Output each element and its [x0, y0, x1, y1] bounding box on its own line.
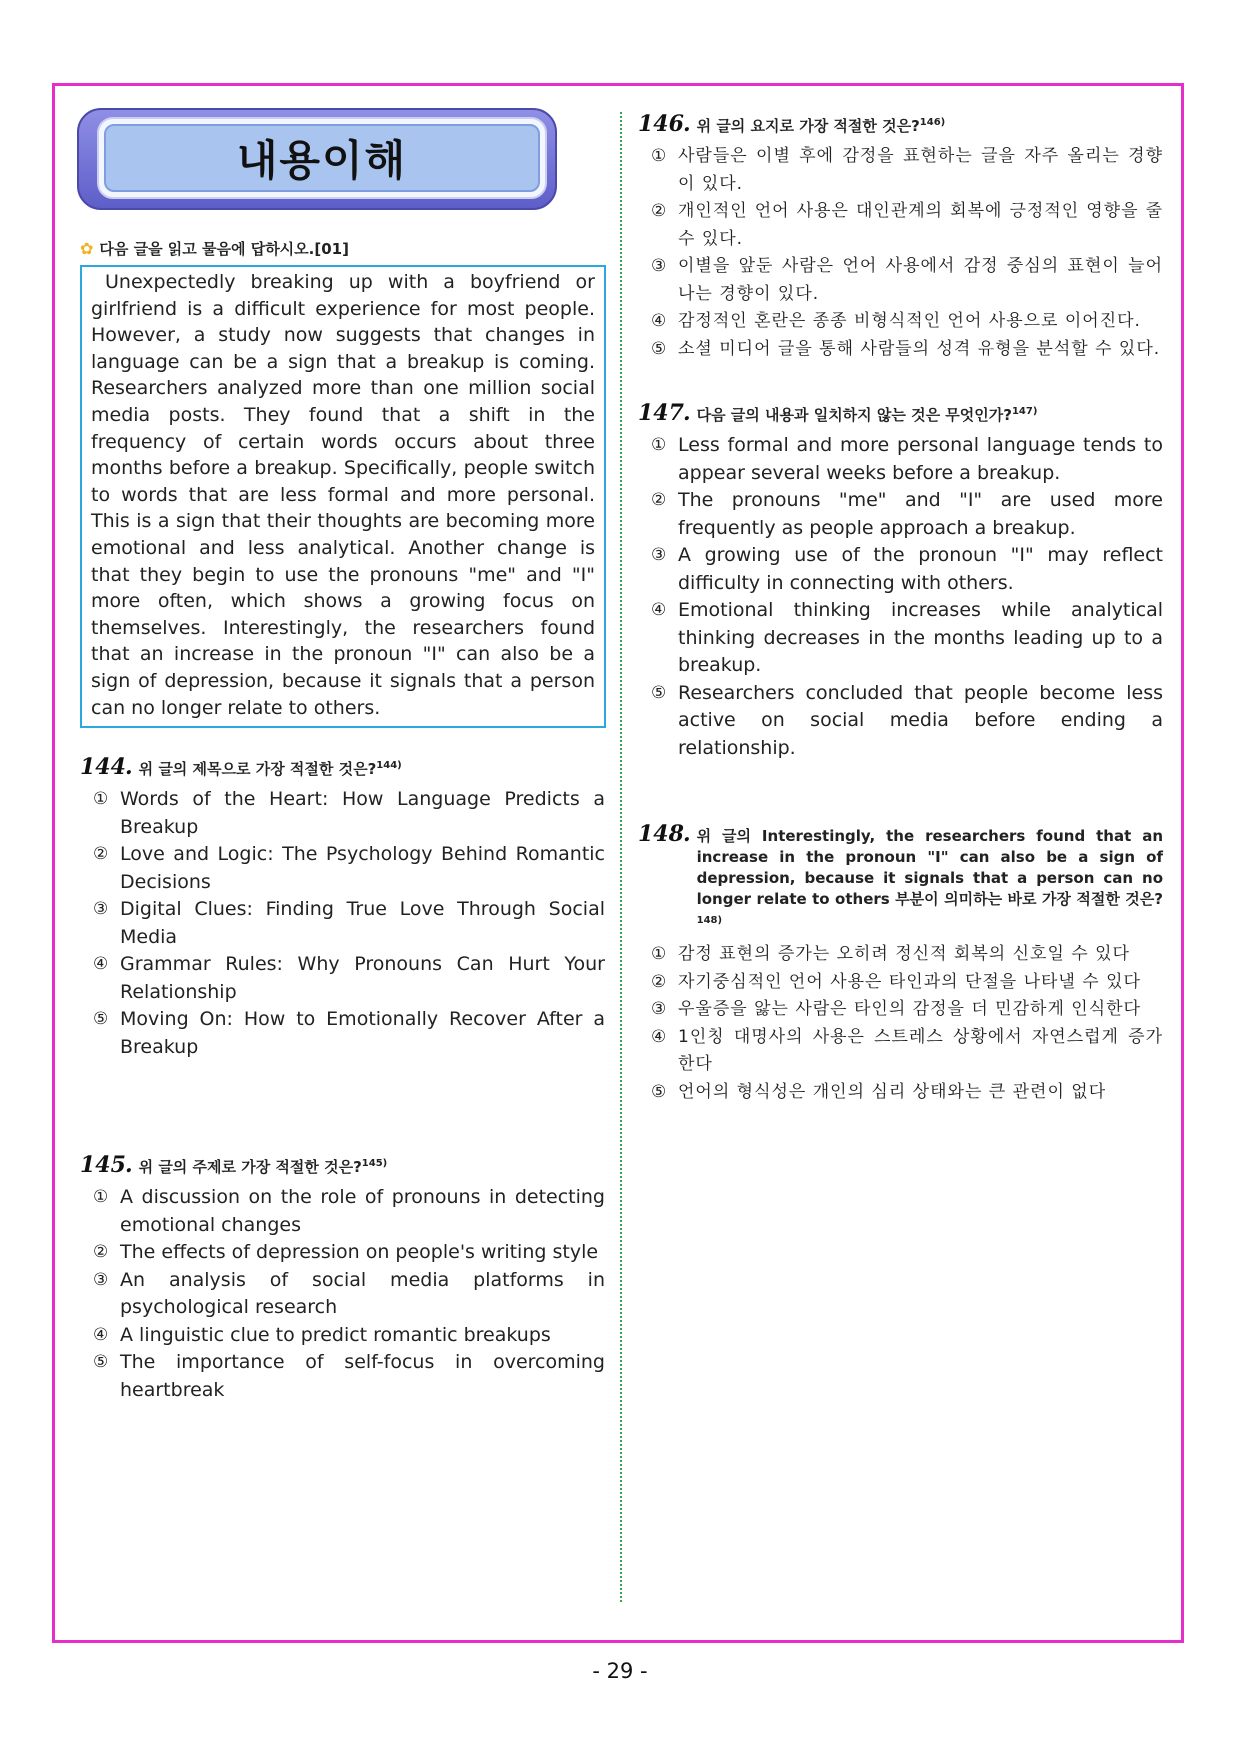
- section-title: 내용이해: [104, 124, 540, 192]
- footnote-ref: 144): [376, 760, 402, 772]
- answer-options: [638, 432, 1163, 762]
- answer-option[interactable]: ④ A linguistic clue to predict romantic breakups: [93, 1323, 551, 1346]
- answer-option[interactable]: ① 사람들은 이별 후에 감정을 표현하는 글을 자주 올리는 경향이 있다.: [651, 146, 1163, 194]
- footnote-ref: 147): [1011, 406, 1038, 417]
- answer-option[interactable]: ⑤ 소셜 미디어 글을 통해 사람들의 성격 유형을 분석할 수 있다.: [651, 338, 1161, 359]
- question-148: [638, 821, 1163, 1106]
- answer-option[interactable]: ① A discussion on the role of pronouns in detecting emotional changes: [93, 1186, 605, 1236]
- answer-option[interactable]: ③ An analysis of social media platforms in psychological research: [93, 1268, 605, 1319]
- answer-options: [638, 143, 1163, 363]
- right-column: [638, 112, 1163, 1106]
- question-prompt: 위 글의 제목으로 가장 적절한 것은?: [138, 760, 377, 779]
- answer-option[interactable]: ② 자기중심적인 언어 사용은 타인과의 단절을 나타낼 수 있다: [651, 971, 1141, 992]
- answer-option[interactable]: ⑤ 언어의 형식성은 개인의 심리 상태와는 큰 관련이 없다: [651, 1081, 1107, 1102]
- question-prompt: 위 글의 주제로 가장 적절한 것은?: [138, 1158, 362, 1177]
- question-number: 145.: [80, 1152, 133, 1179]
- question-number: 148.: [638, 821, 691, 847]
- answer-option[interactable]: ③ 우울증을 앓는 사람은 타인의 감정을 더 민감하게 인식한다: [651, 999, 1141, 1019]
- answer-option[interactable]: ⑤ Moving On: How to Emotionally Recover After a Breakup: [93, 1008, 605, 1058]
- answer-options: [638, 941, 1163, 1106]
- instruction: [80, 238, 605, 259]
- answer-option[interactable]: ① 감정 표현의 증가는 오히려 정신적 회복의 신호일 수 있다: [651, 944, 1130, 964]
- question-prompt: 위 글의 Interestingly, the researchers found that an increase in the pronoun "I" can also be a sign of depression, because it signals that a person can no longer relate to others 부분이 의미하는 바로 가장 적절한 것은?: [696, 827, 1163, 908]
- answer-option[interactable]: ④ 1인칭 대명사의 사용은 스트레스 상황에서 자연스럽게 증가한다: [651, 1026, 1163, 1074]
- question-147: [638, 401, 1163, 762]
- footnote-ref: 145): [361, 1158, 388, 1170]
- answer-option[interactable]: ② The effects of depression on people's writing style: [93, 1241, 599, 1264]
- answer-option[interactable]: ⑤ Researchers concluded that people become less active on social media before ending a relationship.: [651, 681, 1163, 759]
- column-divider: [620, 112, 622, 1602]
- answer-options: [80, 1184, 605, 1404]
- answer-option[interactable]: ① Words of the Heart: How Language Predicts a Breakup: [93, 788, 605, 838]
- answer-option[interactable]: ④ Emotional thinking increases while analytical thinking decreases in the months leading up to a breakup.: [651, 599, 1163, 676]
- reading-passage: Unexpectedly breaking up with a boyfriend or girlfriend is a difficult experience for most people. However, a study now suggests that changes in language can be a sign that a breakup is coming. Researchers analyzed more than one million social media posts. They found that a shift in the frequency of certain words occurs about three months before a breakup. Specifically, people switch to words that are less formal and more personal. This is a sign that their thoughts are becoming more emotional and less analytical. Another change is that they begin to use the pronouns "me" and "I" more often, which shows a growing focus on themselves. Interestingly, the researchers found that an increase in the pronoun "I" can also be a sign of depression, because it signals that a person can no longer relate to others.: [80, 265, 606, 728]
- answer-option[interactable]: ④ 감정적인 혼란은 종종 비형식적인 언어 사용으로 이어진다.: [651, 311, 1141, 331]
- answer-option[interactable]: ② Love and Logic: The Psychology Behind Romantic Decisions: [93, 843, 605, 893]
- question-number: 144.: [80, 754, 133, 781]
- answer-options: [80, 786, 605, 1061]
- answer-option[interactable]: ② 개인적인 언어 사용은 대인관계의 회복에 긍정적인 영향을 줄 수 있다.: [651, 201, 1163, 249]
- answer-option[interactable]: ① Less formal and more personal language tends to appear several weeks before a breakup.: [651, 434, 1163, 484]
- section-title-banner: [77, 108, 557, 210]
- left-column: [80, 108, 605, 1404]
- question-145: [80, 1153, 605, 1404]
- question-number: 146.: [638, 111, 691, 137]
- answer-option[interactable]: ⑤ The importance of self-focus in overcoming heartbreak: [93, 1351, 605, 1401]
- answer-option[interactable]: ② The pronouns "me" and "I" are used more frequently as people approach a breakup.: [651, 489, 1163, 539]
- footnote-ref: 148): [696, 915, 723, 926]
- page-number: - 29 -: [592, 1659, 648, 1683]
- footnote-ref: 146): [919, 117, 946, 128]
- question-prompt: 다음 글의 내용과 일치하지 않는 것은 무엇인가?: [696, 406, 1012, 424]
- flower-icon: ✿: [80, 239, 94, 258]
- answer-option[interactable]: ③ 이별을 앞둔 사람은 언어 사용에서 감정 중심의 표현이 늘어나는 경향이 있다.: [651, 256, 1163, 304]
- answer-option[interactable]: ③ Digital Clues: Finding True Love Through Social Media: [93, 898, 605, 948]
- question-144: [80, 755, 605, 1061]
- instruction-text: 다음 글을 읽고 물음에 답하시오.[01]: [99, 240, 349, 258]
- question-prompt: 위 글의 요지로 가장 적절한 것은?: [696, 117, 920, 135]
- answer-option[interactable]: ③ A growing use of the pronoun "I" may reflect difficulty in connecting with others.: [651, 544, 1163, 594]
- question-number: 147.: [638, 400, 691, 426]
- question-146: [638, 112, 1163, 363]
- answer-option[interactable]: ④ Grammar Rules: Why Pronouns Can Hurt Your Relationship: [93, 953, 605, 1003]
